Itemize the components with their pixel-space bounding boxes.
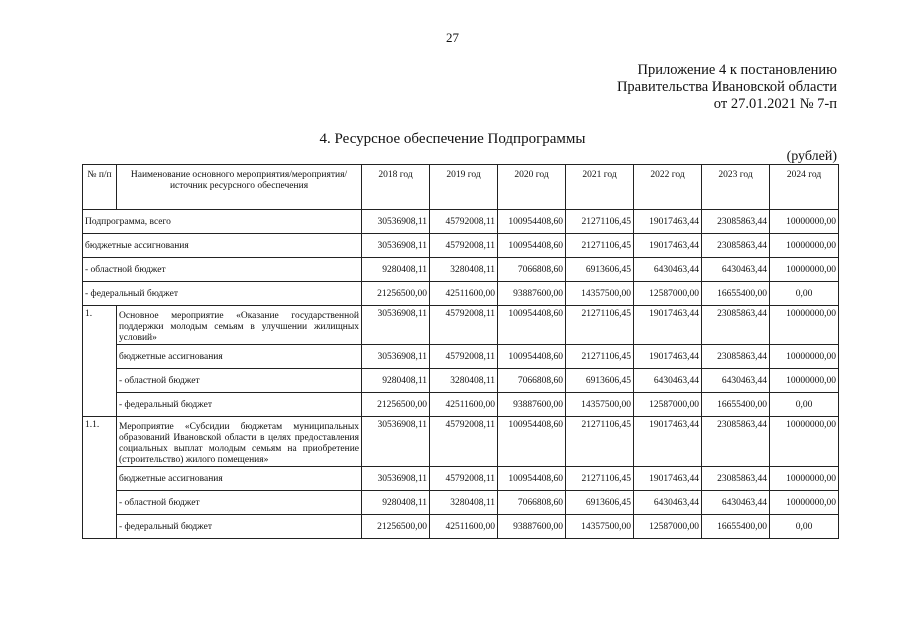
value-cell: 19017463,44	[634, 210, 702, 234]
value-cell: 19017463,44	[634, 306, 702, 345]
units-label: (рублей)	[786, 149, 837, 164]
row-label: - областной бюджет	[83, 258, 362, 282]
value-cell: 100954408,60	[498, 234, 566, 258]
value-cell: 10000000,00	[770, 306, 839, 345]
value-cell: 23085863,44	[702, 417, 770, 467]
value-cell: 93887600,00	[498, 393, 566, 417]
value-cell: 16655400,00	[702, 282, 770, 306]
value-cell: 19017463,44	[634, 417, 702, 467]
value-cell: 0,00	[770, 515, 839, 539]
value-cell: 30536908,11	[362, 234, 430, 258]
value-cell: 9280408,11	[362, 491, 430, 515]
header-year: 2023 год	[702, 165, 770, 210]
value-cell: 14357500,00	[566, 515, 634, 539]
value-cell: 21271106,45	[566, 306, 634, 345]
value-cell: 100954408,60	[498, 306, 566, 345]
row-label: бюджетные ассигнования	[117, 345, 362, 369]
appendix-header	[617, 62, 837, 113]
value-cell: 14357500,00	[566, 393, 634, 417]
value-cell: 30536908,11	[362, 417, 430, 467]
value-cell: 21271106,45	[566, 234, 634, 258]
activity-name	[117, 417, 362, 467]
header-year: 2024 год	[770, 165, 839, 210]
header-year: 2019 год	[430, 165, 498, 210]
value-cell: 93887600,00	[498, 515, 566, 539]
table-row	[83, 282, 839, 306]
value-cell: 6430463,44	[634, 491, 702, 515]
value-cell: 93887600,00	[498, 282, 566, 306]
appendix-line-3: от 27.01.2021 № 7-п	[713, 96, 837, 112]
value-cell: 3280408,11	[430, 369, 498, 393]
value-cell: 9280408,11	[362, 258, 430, 282]
header-year: 2018 год	[362, 165, 430, 210]
value-cell: 7066808,60	[498, 369, 566, 393]
value-cell: 3280408,11	[430, 258, 498, 282]
page-number: 27	[446, 30, 459, 45]
value-cell: 12587000,00	[634, 282, 702, 306]
table-header	[83, 165, 839, 210]
value-cell: 10000000,00	[770, 234, 839, 258]
value-cell: 21256500,00	[362, 515, 430, 539]
value-cell: 30536908,11	[362, 306, 430, 345]
table-row	[83, 345, 839, 369]
value-cell: 30536908,11	[362, 210, 430, 234]
value-cell: 100954408,60	[498, 417, 566, 467]
table-row	[83, 393, 839, 417]
value-cell: 45792008,11	[430, 345, 498, 369]
value-cell: 30536908,11	[362, 345, 430, 369]
value-cell: 45792008,11	[430, 234, 498, 258]
value-cell: 19017463,44	[634, 234, 702, 258]
value-cell: 6430463,44	[634, 369, 702, 393]
table-row	[83, 234, 839, 258]
row-label: бюджетные ассигнования	[117, 467, 362, 491]
value-cell: 6913606,45	[566, 258, 634, 282]
value-cell: 6430463,44	[634, 258, 702, 282]
value-cell: 7066808,60	[498, 491, 566, 515]
value-cell: 21271106,45	[566, 210, 634, 234]
value-cell: 0,00	[770, 282, 839, 306]
value-cell: 21271106,45	[566, 417, 634, 467]
table-row	[83, 369, 839, 393]
table-row	[83, 417, 839, 467]
value-cell: 42511600,00	[430, 515, 498, 539]
table-row	[83, 258, 839, 282]
value-cell: 12587000,00	[634, 393, 702, 417]
value-cell: 100954408,60	[498, 345, 566, 369]
row-label: бюджетные ассигнования	[83, 234, 362, 258]
value-cell: 45792008,11	[430, 467, 498, 491]
value-cell: 7066808,60	[498, 258, 566, 282]
value-cell: 10000000,00	[770, 491, 839, 515]
value-cell: 10000000,00	[770, 345, 839, 369]
row-label: - федеральный бюджет	[83, 282, 362, 306]
value-cell: 14357500,00	[566, 282, 634, 306]
header-year: 2021 год	[566, 165, 634, 210]
value-cell: 6913606,45	[566, 369, 634, 393]
value-cell: 10000000,00	[770, 467, 839, 491]
value-cell: 19017463,44	[634, 345, 702, 369]
value-cell: 10000000,00	[770, 417, 839, 467]
value-cell: 100954408,60	[498, 210, 566, 234]
row-label: - областной бюджет	[117, 491, 362, 515]
value-cell: 10000000,00	[770, 258, 839, 282]
value-cell: 21271106,45	[566, 467, 634, 491]
value-cell: 45792008,11	[430, 417, 498, 467]
value-cell: 19017463,44	[634, 467, 702, 491]
header-year: 2020 год	[498, 165, 566, 210]
table-body	[83, 210, 839, 539]
table-row	[83, 515, 839, 539]
appendix-line-2: Правительства Ивановской области	[616, 79, 837, 95]
value-cell: 21271106,45	[566, 345, 634, 369]
value-cell: 23085863,44	[702, 234, 770, 258]
value-cell: 23085863,44	[702, 467, 770, 491]
table-row	[83, 467, 839, 491]
value-cell: 3280408,11	[430, 491, 498, 515]
table-row	[83, 306, 839, 345]
header-name: Наименование основного мероприятия/мероприятия/источник ресурсного обеспечения	[117, 165, 362, 210]
value-cell: 10000000,00	[770, 210, 839, 234]
value-cell: 42511600,00	[430, 282, 498, 306]
activity-name-text: Основное мероприятие «Оказание государственной поддержки молодым семьям в улучшении жилищных условий»	[119, 311, 359, 343]
header-num: № п/п	[83, 165, 117, 210]
value-cell: 21256500,00	[362, 282, 430, 306]
row-label: - федеральный бюджет	[117, 393, 362, 417]
value-cell: 100954408,60	[498, 467, 566, 491]
value-cell: 23085863,44	[702, 345, 770, 369]
value-cell: 6430463,44	[702, 258, 770, 282]
value-cell: 6430463,44	[702, 369, 770, 393]
resource-table	[82, 164, 839, 539]
value-cell: 30536908,11	[362, 467, 430, 491]
appendix-line-1: Приложение 4 к постановлению	[637, 62, 837, 78]
value-cell: 16655400,00	[702, 515, 770, 539]
value-cell: 45792008,11	[430, 306, 498, 345]
value-cell: 21256500,00	[362, 393, 430, 417]
value-cell: 10000000,00	[770, 369, 839, 393]
value-cell: 0,00	[770, 393, 839, 417]
row-label: - областной бюджет	[117, 369, 362, 393]
activity-name	[117, 306, 362, 345]
value-cell: 45792008,11	[430, 210, 498, 234]
value-cell: 23085863,44	[702, 306, 770, 345]
header-year: 2022 год	[634, 165, 702, 210]
table-row	[83, 491, 839, 515]
value-cell: 6913606,45	[566, 491, 634, 515]
value-cell: 16655400,00	[702, 393, 770, 417]
row-label: Подпрограмма, всего	[83, 210, 362, 234]
activity-name-text: Мероприятие «Субсидии бюджетам муниципальных образований Ивановской области в целях предоставления социальных выплат молодым семьям на приобретение (строительство) жилого помещения»	[119, 422, 359, 465]
section-title: 4. Ресурсное обеспечение Подпрограммы	[319, 131, 586, 147]
row-number: 1.	[83, 306, 117, 417]
value-cell: 9280408,11	[362, 369, 430, 393]
value-cell: 23085863,44	[702, 210, 770, 234]
row-number: 1.1.	[83, 417, 117, 539]
value-cell: 42511600,00	[430, 393, 498, 417]
value-cell: 6430463,44	[702, 491, 770, 515]
row-label: - федеральный бюджет	[117, 515, 362, 539]
value-cell: 12587000,00	[634, 515, 702, 539]
table-row	[83, 210, 839, 234]
